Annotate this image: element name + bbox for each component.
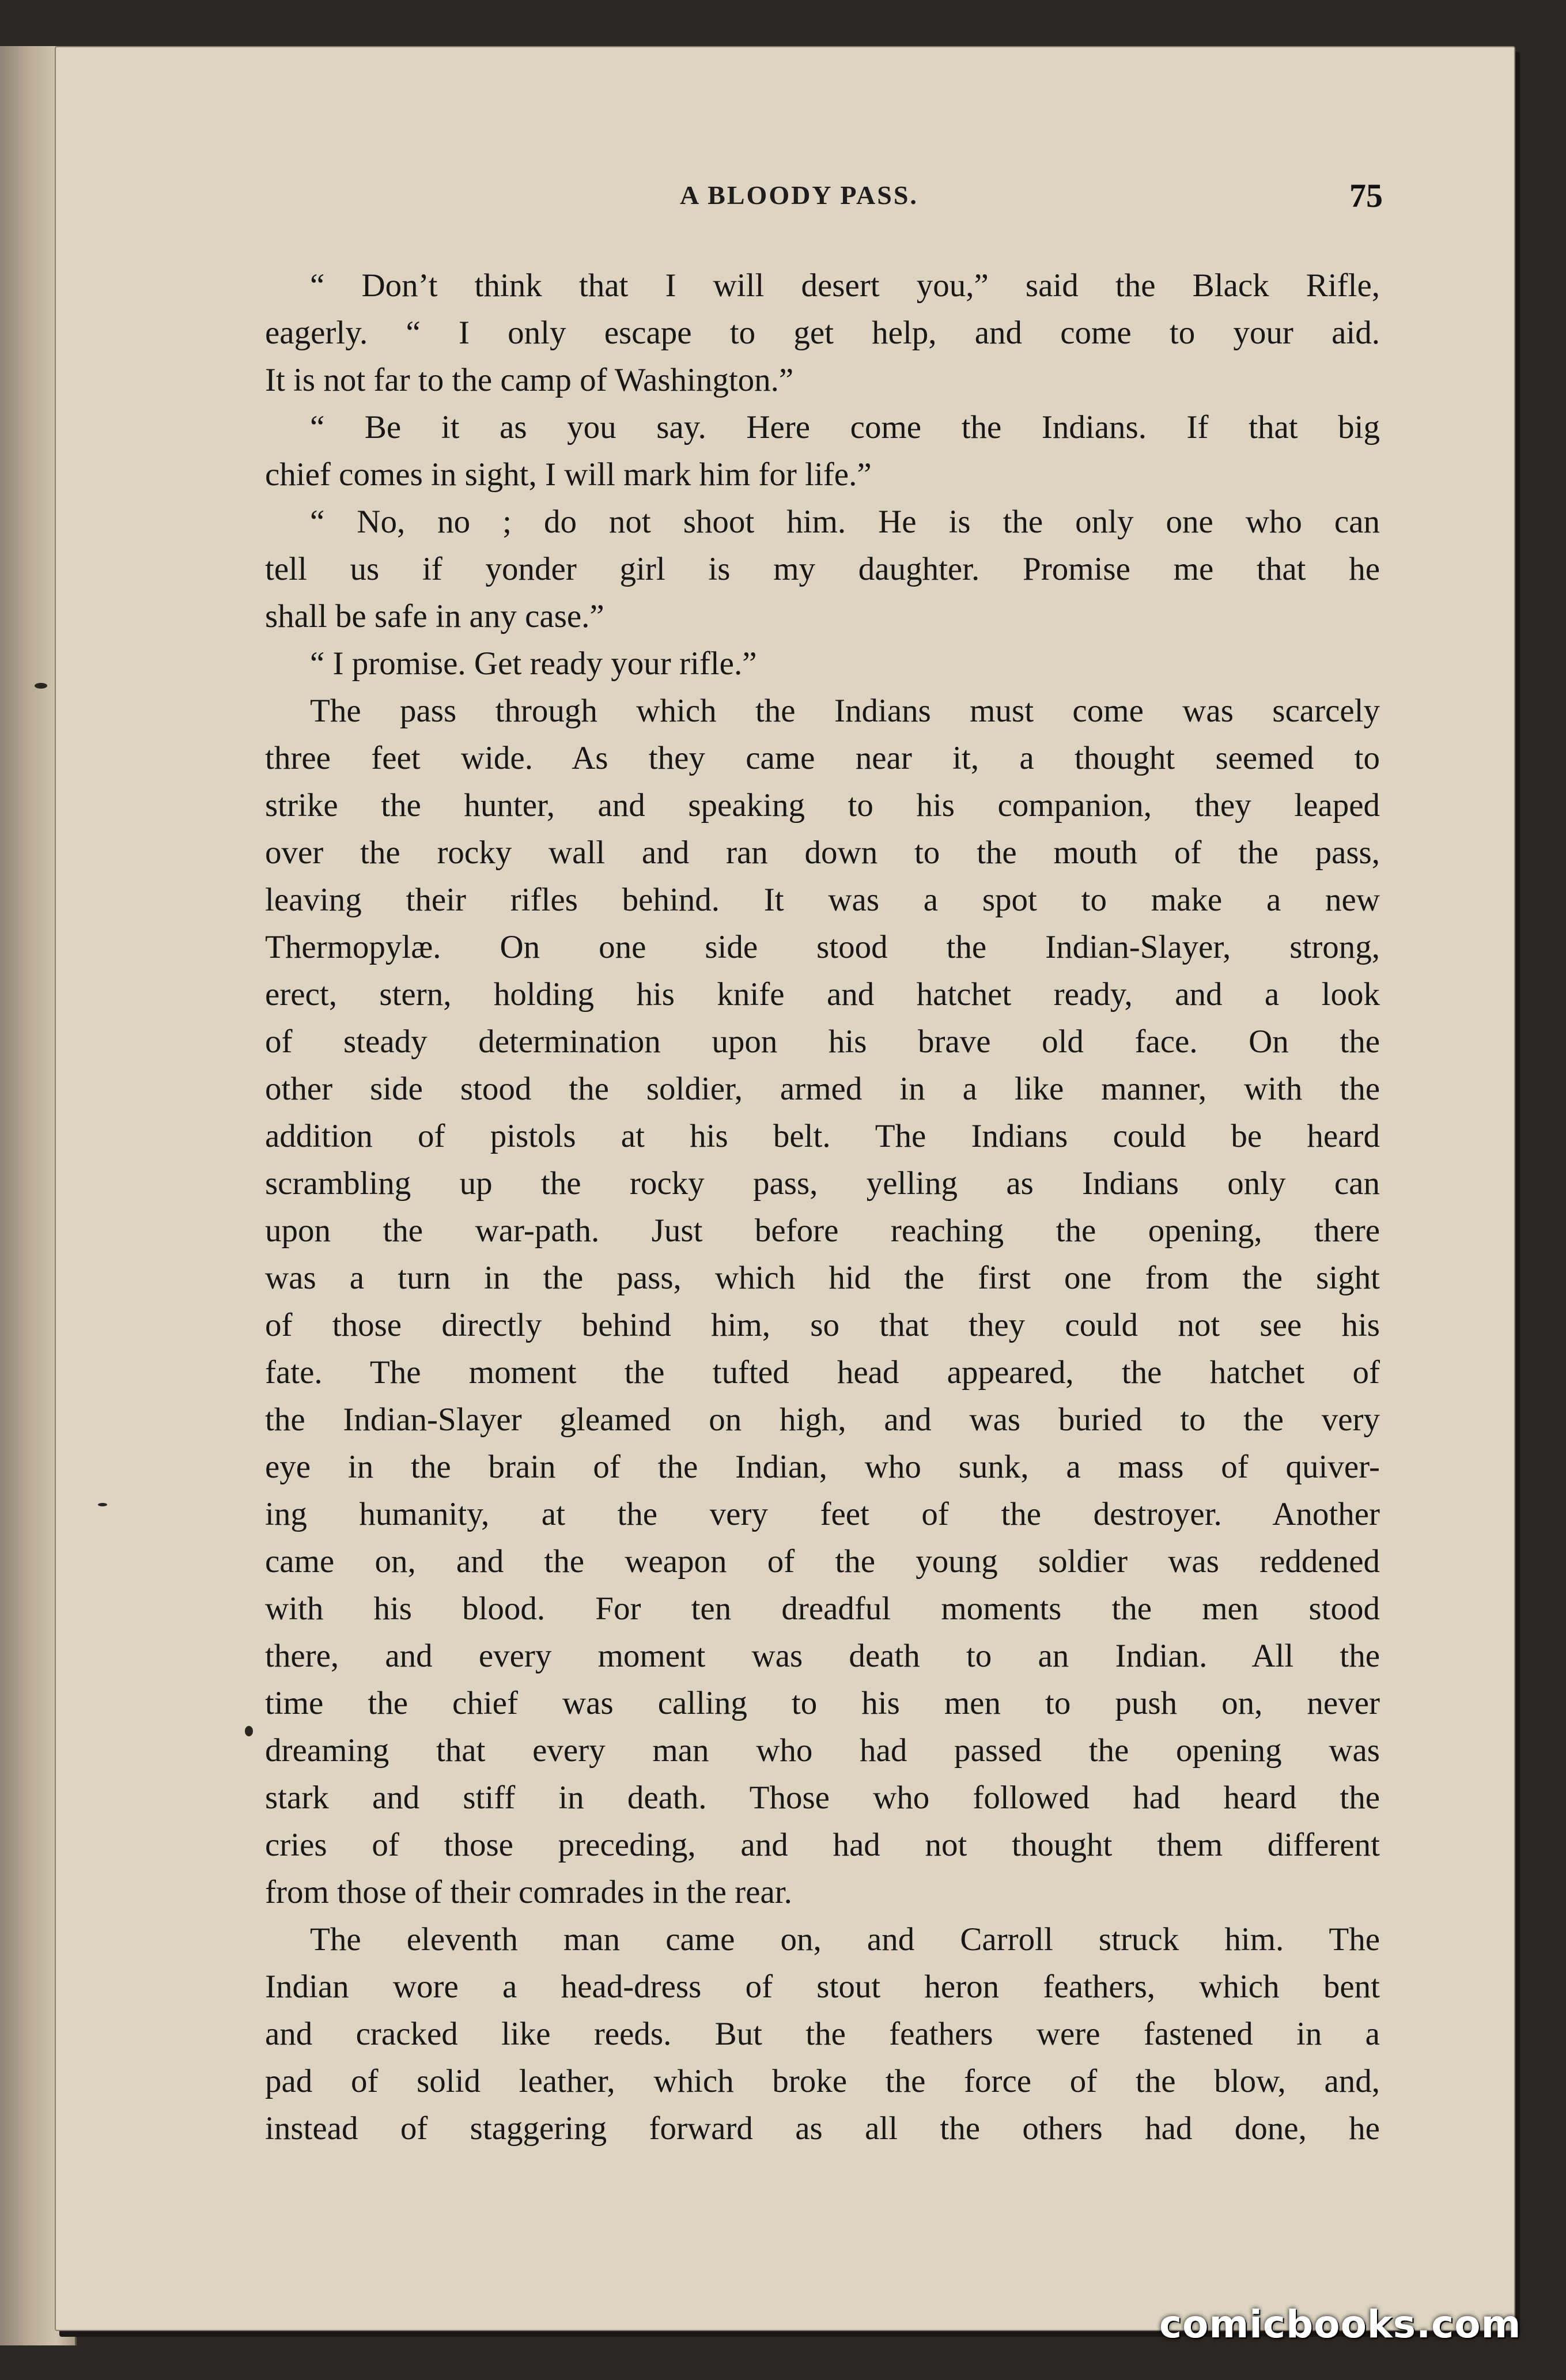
text-line: from those of their comrades in the rear. [265,1874,792,1910]
page-number: 75 [1349,177,1383,214]
text-line: It is not far to the camp of Washington.” [265,362,794,398]
text-line: Indian wore a head-dress of stout heron feathers, which bent [265,1969,1380,2005]
text-line: other side stood the soldier, armed in a like manner, with the [265,1071,1380,1107]
text-line: eagerly. “ I only escape to get help, and come to your aid. [265,315,1380,351]
text-line: scrambling up the rocky pass, yelling as Indians only can [265,1165,1380,1202]
page-header [680,177,1383,226]
running-head: A BLOODY PASS. [680,180,918,210]
ink-speck [35,683,47,689]
text-line: time the chief was calling to his men to push on, never [265,1685,1380,1721]
text-line: there, and every moment was death to an Indian. All the [265,1638,1380,1674]
text-line: “ No, no ; do not shoot him. He is the only one who can [310,504,1380,540]
text-line: The eleventh man came on, and Carroll struck him. The [310,1921,1380,1958]
text-line: tell us if yonder girl is my daughter. Promise me that he [265,551,1380,587]
text-line: upon the war-path. Just before reaching the opening, there [265,1212,1380,1249]
ink-speck [245,1726,253,1736]
ink-speck [98,1503,107,1506]
text-line: chief comes in sight, I will mark him for life.” [265,456,872,493]
text-line: leaving their rifles behind. It was a spot to make a new [265,882,1380,918]
text-line: of steady determination upon his brave old face. On the [265,1023,1380,1060]
text-line: was a turn in the pass, which hid the first one from the sight [265,1260,1380,1296]
text-line: dreaming that every man who had passed the opening was [265,1732,1380,1769]
text-line: with his blood. For ten dreadful moments the men stood [265,1591,1380,1627]
text-line: three feet wide. As they came near it, a thought seemed to [265,740,1380,776]
text-line: of those directly behind him, so that they could not see his [265,1307,1380,1343]
text-line: “ Be it as you say. Here come the Indians. If that big [310,409,1380,445]
text-line: erect, stern, holding his knife and hatchet ready, and a look [265,976,1380,1013]
text-line: stark and stiff in death. Those who followed had heard the [265,1780,1380,1816]
text-line: fate. The moment the tufted head appeared, the hatchet of [265,1354,1380,1391]
text-line: came on, and the weapon of the young soldier was reddened [265,1543,1380,1580]
watermark: comicbooks.com [1159,2302,1522,2347]
body-text [265,262,1380,2147]
text-line: shall be safe in any case.” [265,598,604,634]
text-line: strike the hunter, and speaking to his companion, they leaped [265,787,1380,823]
text-line: “ Don’t think that I will desert you,” said the Black Rifle, [310,267,1380,304]
text-line: instead of staggering forward as all the others had done, he [265,2110,1380,2147]
text-line: addition of pistols at his belt. The Indians could be heard [265,1118,1380,1154]
text-line: “ I promise. Get ready your rifle.” [310,645,757,682]
text-line: Thermopylæ. On one side stood the Indian-Slayer, strong, [265,929,1380,965]
text-line: The pass through which the Indians must come was scarcely [310,693,1380,729]
text-line: the Indian-Slayer gleamed on high, and was buried to the very [265,1401,1380,1438]
text-line: and cracked like reeds. But the feathers were fastened in a [265,2016,1380,2052]
text-line: cries of those preceding, and had not thought them different [265,1827,1380,1863]
text-line: pad of solid leather, which broke the force of the blow, and, [265,2063,1380,2099]
text-line: ing humanity, at the very feet of the destroyer. Another [265,1496,1380,1532]
text-line: eye in the brain of the Indian, who sunk, a mass of quiver- [265,1449,1380,1485]
text-line: over the rocky wall and ran down to the mouth of the pass, [265,834,1380,871]
